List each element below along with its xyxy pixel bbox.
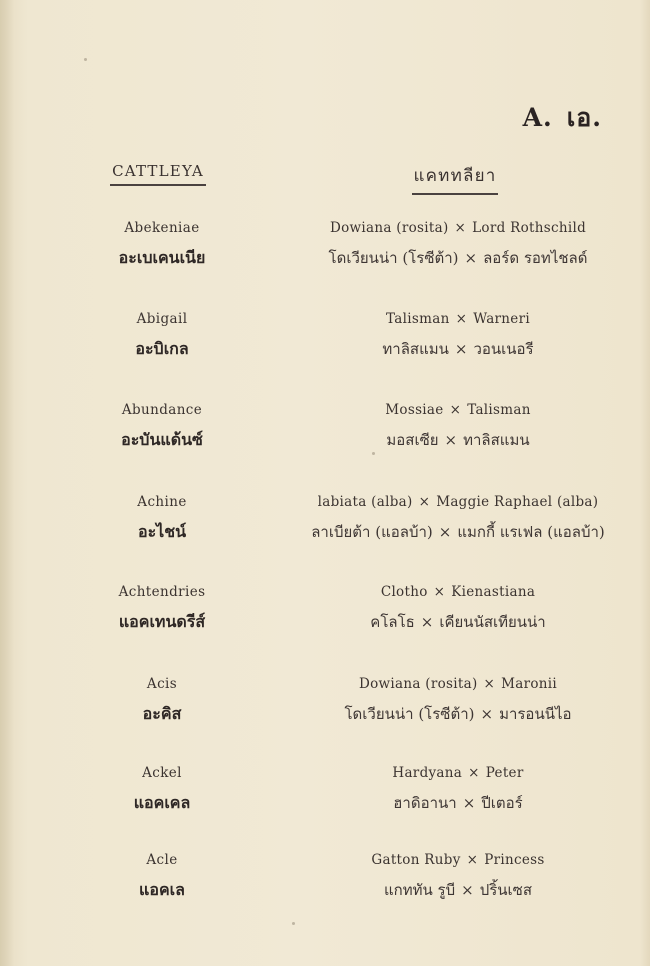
parent-2-english: Talisman bbox=[467, 402, 531, 418]
parent-1-english: Mossiae bbox=[385, 402, 444, 418]
cross-symbol: × bbox=[483, 676, 496, 692]
column-heading-genus: CATTLEYA bbox=[110, 162, 206, 186]
hybrid-name-english: Acle bbox=[146, 852, 178, 868]
parent-2-english: Princess bbox=[484, 852, 545, 868]
cross-symbol: × bbox=[468, 765, 480, 781]
parent-2-thai: วอนเนอรี bbox=[473, 340, 534, 358]
parent-1-thai: แกททัน รูบี bbox=[383, 881, 456, 899]
paper-speck bbox=[292, 922, 295, 925]
parentage-english bbox=[300, 852, 616, 868]
parent-1-english: Dowiana (rosita) bbox=[358, 676, 478, 692]
parentage-english bbox=[300, 676, 616, 692]
cross-symbol: × bbox=[462, 794, 476, 812]
entry-row bbox=[0, 311, 650, 391]
parent-2-thai: ปีเตอร์ bbox=[481, 794, 523, 812]
parent-2-english: Peter bbox=[485, 765, 524, 781]
parent-1-thai: ฮาดิอานา bbox=[393, 794, 457, 812]
entry-row bbox=[0, 676, 650, 756]
hybrid-name-english: Achine bbox=[137, 494, 187, 510]
parent-2-thai: ปริ้นเซส bbox=[479, 881, 532, 899]
hybrid-name-thai: อะคิส bbox=[142, 704, 182, 723]
parent-2-english: Kienastiana bbox=[451, 584, 536, 600]
parentage-thai bbox=[300, 520, 616, 544]
parent-1-english: Talisman bbox=[386, 311, 450, 327]
cross-symbol: × bbox=[420, 613, 434, 631]
parent-1-thai: มอสเซีย bbox=[386, 431, 439, 449]
parent-2-english: Maronii bbox=[501, 676, 558, 692]
section-letter-heading bbox=[523, 98, 602, 138]
parentage-thai bbox=[300, 610, 616, 634]
hybrid-name-thai: แอคเทนดรีส์ bbox=[118, 612, 206, 631]
parentage-thai bbox=[300, 702, 616, 726]
parentage-english bbox=[300, 584, 616, 600]
entry-row bbox=[0, 220, 650, 300]
entry-row bbox=[0, 402, 650, 482]
entry-row bbox=[0, 494, 650, 574]
parent-2-thai: ทาลิสแมน bbox=[463, 431, 530, 449]
parent-2-thai: แมกกี้ แรเฟล (แอลบ้า) bbox=[457, 523, 605, 541]
parentage-thai bbox=[300, 878, 616, 902]
cross-symbol: × bbox=[464, 249, 478, 267]
cross-symbol: × bbox=[418, 494, 431, 510]
column-heading-genus-thai: แคททลียา bbox=[412, 162, 498, 195]
hybrid-name-english: Ackel bbox=[142, 765, 182, 781]
hybrid-name-thai: อะเบเคนเนีย bbox=[118, 248, 206, 267]
cross-symbol: × bbox=[480, 705, 494, 723]
hybrid-name-english: Abundance bbox=[121, 402, 203, 418]
parentage-english bbox=[300, 765, 616, 781]
cross-symbol: × bbox=[433, 584, 446, 600]
cross-symbol: × bbox=[455, 311, 468, 327]
hybrid-name-thai: อะบิเกล bbox=[135, 339, 189, 358]
hybrid-name-thai: อะบันแด้นซ์ bbox=[121, 430, 203, 449]
hybrid-name-thai: แอคเล bbox=[139, 880, 185, 899]
parent-2-thai: มารอนนีไอ bbox=[499, 705, 572, 723]
parent-1-english: Clotho bbox=[380, 584, 428, 600]
parent-1-english: Hardyana bbox=[392, 765, 463, 781]
section-letter-latin: A. bbox=[522, 103, 553, 132]
parent-1-thai: คโลโธ bbox=[370, 613, 415, 631]
hybrid-name-english: Acis bbox=[146, 676, 178, 692]
parent-1-english: Gatton Ruby bbox=[371, 852, 461, 868]
cross-symbol: × bbox=[438, 523, 452, 541]
hybrid-name-english: Abekeniae bbox=[124, 220, 200, 236]
entry-row bbox=[0, 852, 650, 932]
parent-2-english: Maggie Raphael (alba) bbox=[436, 494, 599, 510]
parent-1-english: Dowiana (rosita) bbox=[329, 220, 449, 236]
parent-1-thai: ทาลิสแมน bbox=[382, 340, 449, 358]
parentage-english bbox=[300, 494, 616, 510]
cross-symbol: × bbox=[461, 881, 474, 899]
cross-symbol: × bbox=[454, 220, 467, 236]
parent-2-thai: เคียนนัสเทียนน่า bbox=[439, 613, 546, 631]
parent-2-english: Lord Rothschild bbox=[472, 220, 587, 236]
entry-row bbox=[0, 584, 650, 664]
cross-symbol: × bbox=[454, 340, 468, 358]
parent-1-english: labiata (alba) bbox=[317, 494, 413, 510]
section-letter-thai: เอ. bbox=[566, 103, 602, 132]
paper-speck bbox=[84, 58, 87, 61]
parentage-thai bbox=[300, 791, 616, 815]
parentage-thai bbox=[300, 428, 616, 452]
parent-1-thai: ลาเบียต้า (แอลบ้า) bbox=[311, 523, 433, 541]
hybrid-name-thai: อะไชน์ bbox=[137, 522, 187, 541]
parentage-thai bbox=[300, 337, 616, 361]
paper-speck bbox=[372, 452, 375, 455]
parent-1-thai: โดเวียนน่า (โรซีต้า) bbox=[344, 705, 475, 723]
parent-2-thai: ลอร์ด รอทไชลด์ bbox=[483, 249, 588, 267]
hybrid-name-english: Achtendries bbox=[118, 584, 206, 600]
parentage-english bbox=[300, 311, 616, 327]
entry-row bbox=[0, 765, 650, 845]
cross-symbol: × bbox=[466, 852, 479, 868]
parent-2-english: Warneri bbox=[473, 311, 530, 327]
hybrid-name-english: Abigail bbox=[136, 311, 188, 327]
hybrid-name-thai: แอคเคล bbox=[133, 793, 191, 812]
parent-1-thai: โดเวียนน่า (โรซีต้า) bbox=[328, 249, 459, 267]
cross-symbol: × bbox=[444, 431, 458, 449]
parentage-english bbox=[300, 220, 616, 236]
parentage-thai bbox=[300, 246, 616, 270]
cross-symbol: × bbox=[449, 402, 462, 418]
parentage-english bbox=[300, 402, 616, 418]
